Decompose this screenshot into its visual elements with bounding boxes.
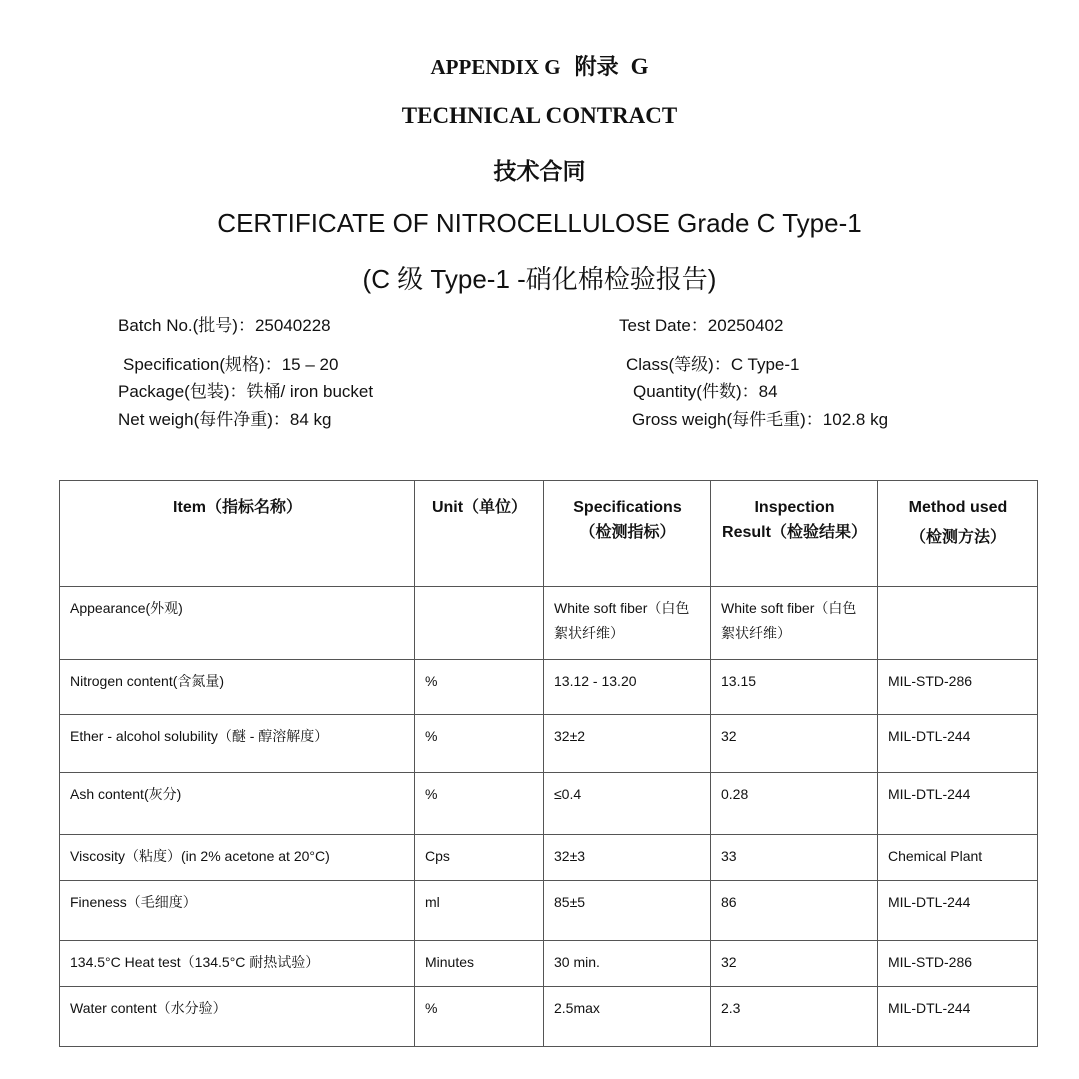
appendix-cn: 附录 (574, 55, 619, 80)
cell-result: 33 (711, 835, 878, 881)
net-weight: Net weigh(每件净重)：84 kg (118, 410, 332, 429)
batch-number: Batch No.(批号)：25040228 (118, 316, 331, 335)
certificate-title: CERTIFICATE OF NITROCELLULOSE Grade C Type-1 (217, 208, 862, 238)
cell-spec: 32±3 (544, 835, 711, 881)
table-header-row (60, 481, 1038, 587)
table-row (60, 941, 1038, 987)
header-unit: Unit（单位） (415, 481, 544, 587)
specification: Specification(规格)：15 – 20 (123, 355, 339, 374)
package: Package(包装)：铁桶/ iron bucket (118, 382, 374, 401)
cell-result: 0.28 (711, 773, 878, 835)
cell-unit: % (415, 660, 544, 715)
cell-item: 134.5°C Heat test（134.5°C 耐热试验） (60, 941, 415, 987)
certificate-subtitle: (C 级 Type-1 -硝化棉检验报告) (362, 264, 717, 294)
cell-result: White soft fiber（白色絮状纤维） (711, 587, 878, 660)
cell-result: 13.15 (711, 660, 878, 715)
cell-method: MIL-DTL-244 (878, 881, 1038, 941)
table-row (60, 881, 1038, 941)
header-method: Method used （检测方法） (878, 481, 1038, 587)
cell-unit: % (415, 773, 544, 835)
inspection-table (59, 480, 1038, 1047)
cell-method: MIL-DTL-244 (878, 715, 1038, 773)
cell-item: Viscosity（粘度）(in 2% acetone at 20°C) (60, 835, 415, 881)
cell-unit: % (415, 715, 544, 773)
test-date: Test Date：20250402 (619, 316, 784, 335)
cell-item: Fineness（毛细度） (60, 881, 415, 941)
cell-item: Appearance(外观) (60, 587, 415, 660)
table-row (60, 835, 1038, 881)
cell-item: Water content（水分验） (60, 987, 415, 1047)
cell-unit: Cps (415, 835, 544, 881)
cell-item: Nitrogen content(含氮量) (60, 660, 415, 715)
cell-method (878, 587, 1038, 660)
cell-unit: Minutes (415, 941, 544, 987)
cell-spec: 2.5max (544, 987, 711, 1047)
cell-result: 86 (711, 881, 878, 941)
cell-result: 2.3 (711, 987, 878, 1047)
cell-spec: 13.12 - 13.20 (544, 660, 711, 715)
cell-unit: % (415, 987, 544, 1047)
appendix-heading (0, 50, 1079, 81)
table-row (60, 715, 1038, 773)
table-row (60, 987, 1038, 1047)
class: Class(等级)：C Type-1 (626, 355, 800, 374)
contract-title: TECHNICAL CONTRACT (401, 103, 678, 128)
contract-title-cn: 技术合同 (493, 159, 586, 185)
table-row (60, 773, 1038, 835)
gross-weight: Gross weigh(每件毛重)：102.8 kg (632, 410, 889, 429)
cell-spec: White soft fiber（白色絮状纤维） (544, 587, 711, 660)
appendix-en: APPENDIX G (430, 55, 561, 79)
cell-item: Ether - alcohol solubility（醚 - 醇溶解度） (60, 715, 415, 773)
quantity: Quantity(件数)：84 (633, 382, 778, 401)
cell-result: 32 (711, 941, 878, 987)
cell-spec: ≤0.4 (544, 773, 711, 835)
table-row (60, 660, 1038, 715)
cell-unit (415, 587, 544, 660)
cell-method: MIL-DTL-244 (878, 987, 1038, 1047)
cell-method: MIL-STD-286 (878, 941, 1038, 987)
cell-spec: 30 min. (544, 941, 711, 987)
table-row (60, 587, 1038, 660)
cell-spec: 85±5 (544, 881, 711, 941)
header-inspection-result: Inspection Result（检验结果） (711, 481, 878, 587)
appendix-letter: G (630, 54, 649, 79)
cell-method: Chemical Plant (878, 835, 1038, 881)
cell-unit: ml (415, 881, 544, 941)
cell-item: Ash content(灰分) (60, 773, 415, 835)
cell-result: 32 (711, 715, 878, 773)
cell-method: MIL-DTL-244 (878, 773, 1038, 835)
header-specifications: Specifications （检测指标） (544, 481, 711, 587)
cell-spec: 32±2 (544, 715, 711, 773)
cell-method: MIL-STD-286 (878, 660, 1038, 715)
header-item: Item（指标名称） (60, 481, 415, 587)
